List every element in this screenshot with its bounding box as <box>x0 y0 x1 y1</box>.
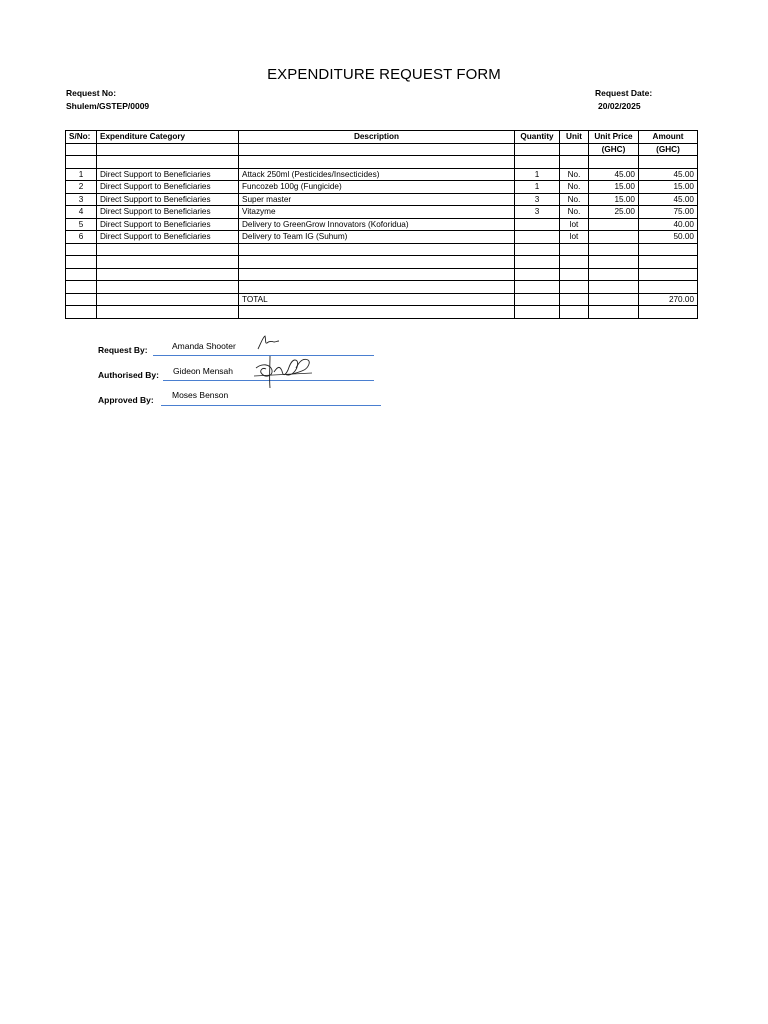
requested-by-label: Request By: <box>98 345 148 355</box>
approved-by-name: Moses Benson <box>172 390 229 400</box>
request-no-value: Shulem/GSTEP/0009 <box>66 101 150 111</box>
total-label: TOTAL <box>239 293 515 306</box>
cell-amount: 40.00 <box>639 218 698 231</box>
cell-unit: No. <box>560 168 589 181</box>
table-row <box>66 168 698 181</box>
approved-by-signature-line <box>161 405 381 406</box>
table-row <box>66 218 698 231</box>
cell-category: Direct Support to Beneficiaries <box>97 168 239 181</box>
cell-description: Attack 250ml (Pesticides/Insecticides) <box>239 168 515 181</box>
approved-by-label: Approved By: <box>98 395 154 405</box>
cell-unit: No. <box>560 193 589 206</box>
header-category: Expenditure Category <box>97 131 239 144</box>
cell-description: Funcozeb 100g (Fungicide) <box>239 181 515 194</box>
cell-sno: 6 <box>66 231 97 244</box>
cell-unit-price: 45.00 <box>589 168 639 181</box>
cell-category: Direct Support to Beneficiaries <box>97 231 239 244</box>
table-row <box>66 181 698 194</box>
cell-unit: No. <box>560 206 589 219</box>
blank-row <box>66 268 698 281</box>
header-amount-currency: (GHC) <box>639 143 698 156</box>
table-row <box>66 193 698 206</box>
cell-quantity: 1 <box>515 168 560 181</box>
cell-category: Direct Support to Beneficiaries <box>97 206 239 219</box>
expenditure-table <box>65 130 698 319</box>
cell-quantity: 3 <box>515 206 560 219</box>
request-date-value: 20/02/2025 <box>598 101 641 111</box>
cell-description: Vitazyme <box>239 206 515 219</box>
cell-description: Delivery to Team IG (Suhum) <box>239 231 515 244</box>
table-header-subrow <box>66 143 698 156</box>
cell-description: Delivery to GreenGrow Innovators (Koforidua) <box>239 218 515 231</box>
blank-row <box>66 243 698 256</box>
cell-amount: 15.00 <box>639 181 698 194</box>
form-title: EXPENDITURE REQUEST FORM <box>267 66 501 83</box>
blank-row <box>66 306 698 319</box>
table-row <box>66 206 698 219</box>
cell-sno: 3 <box>66 193 97 206</box>
cell-unit-price: 15.00 <box>589 193 639 206</box>
table-header-row <box>66 131 698 144</box>
cell-quantity <box>515 231 560 244</box>
cell-unit: lot <box>560 231 589 244</box>
requester-signature-image <box>256 334 280 352</box>
cell-description: Super master <box>239 193 515 206</box>
authorised-by-label: Authorised By: <box>98 370 159 380</box>
cell-unit-price <box>589 231 639 244</box>
header-amount: Amount <box>639 131 698 144</box>
cell-unit-price: 25.00 <box>589 206 639 219</box>
cell-sno: 2 <box>66 181 97 194</box>
cell-sno: 5 <box>66 218 97 231</box>
cell-amount: 50.00 <box>639 231 698 244</box>
request-no-label: Request No: <box>66 88 117 98</box>
cell-unit: lot <box>560 218 589 231</box>
cell-sno: 1 <box>66 168 97 181</box>
header-sno: S/No: <box>66 131 97 144</box>
table-row <box>66 231 698 244</box>
authoriser-signature-image <box>252 354 318 390</box>
header-quantity: Quantity <box>515 131 560 144</box>
cell-unit-price: 15.00 <box>589 181 639 194</box>
authorised-by-name: Gideon Mensah <box>173 366 234 376</box>
cell-quantity: 3 <box>515 193 560 206</box>
blank-row <box>66 156 698 169</box>
cell-category: Direct Support to Beneficiaries <box>97 218 239 231</box>
requested-by-name: Amanda Shooter <box>172 341 236 351</box>
header-unit-price-currency: (GHC) <box>589 143 639 156</box>
cell-amount: 45.00 <box>639 193 698 206</box>
cell-unit-price <box>589 218 639 231</box>
blank-row <box>66 281 698 294</box>
cell-amount: 45.00 <box>639 168 698 181</box>
cell-quantity: 1 <box>515 181 560 194</box>
total-amount: 270.00 <box>639 293 698 306</box>
request-date-label: Request Date: <box>595 88 653 98</box>
blank-row <box>66 256 698 269</box>
cell-category: Direct Support to Beneficiaries <box>97 181 239 194</box>
header-unit: Unit <box>560 131 589 144</box>
cell-category: Direct Support to Beneficiaries <box>97 193 239 206</box>
cell-sno: 4 <box>66 206 97 219</box>
cell-amount: 75.00 <box>639 206 698 219</box>
header-description: Description <box>239 131 515 144</box>
total-row <box>66 293 698 306</box>
cell-quantity <box>515 218 560 231</box>
header-unit-price: Unit Price <box>589 131 639 144</box>
cell-unit: No. <box>560 181 589 194</box>
